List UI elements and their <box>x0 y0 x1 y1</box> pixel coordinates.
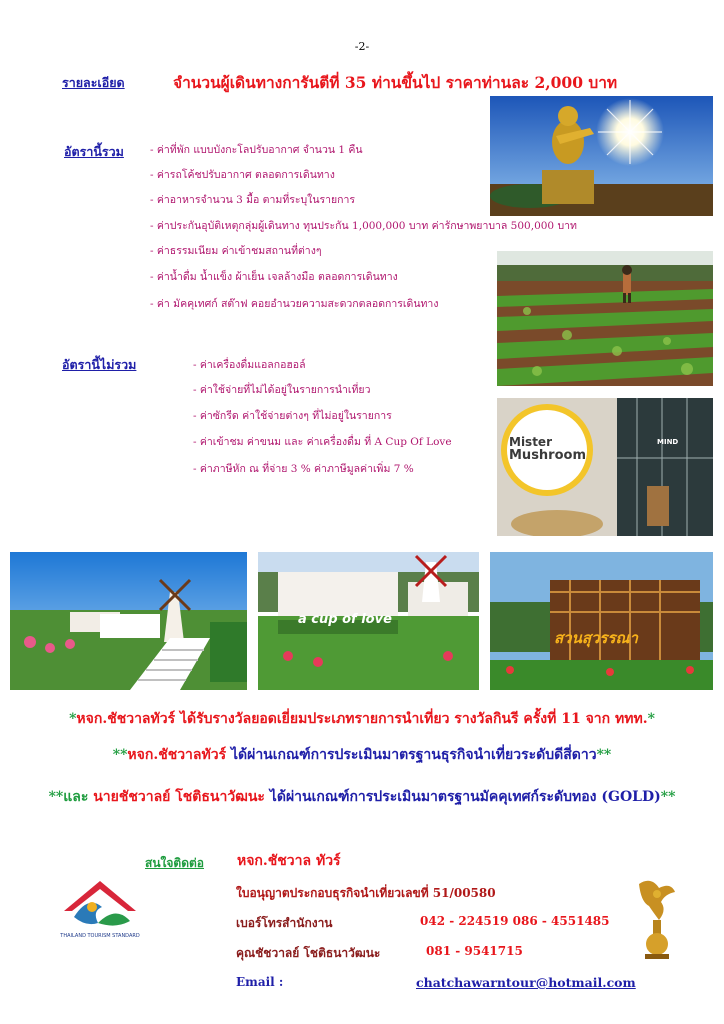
details-label: รายละเอียด <box>62 75 125 90</box>
excluded-item: - ค่าภาษีหัก ณ ที่จ่าย 3 % ค่าภาษีมูลค่าเพิ่ม 7 % <box>193 463 414 475</box>
award-asterisk: * <box>647 711 655 727</box>
included-item: - ค่าที่พัก แบบบังกะโลปรับอากาศ จำนวน 1 คืน <box>150 144 363 156</box>
office-phone-label: เบอร์โทรสำนักงาน <box>236 916 333 930</box>
cafe-sign: สวนสุวรรณา <box>554 629 638 647</box>
email-label: Email : <box>236 975 284 989</box>
award-company: หจก.ชัชวาลทัวร์ <box>127 747 227 763</box>
award-text: ได้ผ่านเกณฑ์การประเมินมาตรฐานมัคคุเทศก์ระดับทอง (GOLD) <box>264 789 661 805</box>
excluded-item: - ค่าใช้จ่ายที่ไม่ได้อยู่ในรายการนำเที่ยว <box>193 384 371 396</box>
award-line-3 <box>0 786 724 808</box>
award-line-1 <box>0 708 724 730</box>
excluded-item: - ค่าเครื่องดื่มแอลกอฮอล์ <box>193 359 306 371</box>
excluded-item: - ค่าเข้าชม ค่าขนม และ ค่าเครื่องดื่ม ที่ A Cup Of Love <box>193 436 452 448</box>
photo-cup-of-love <box>258 552 479 690</box>
mushroom-sign-line1: Mister <box>509 435 552 449</box>
award-company: หจก.ชัชวาลทัวร์ <box>76 711 176 727</box>
award-asterisk: * <box>69 711 77 727</box>
photo-mister-mushroom <box>497 398 713 536</box>
cup-of-love-sign: a cup of love <box>298 612 392 627</box>
award-asterisk: **และ <box>48 789 94 805</box>
award-text: ได้รับรางวัลยอดเยี่ยมประเภทรายการนำเที่ยว รางวัลกินรี ครั้งที่ 11 จาก ททท. <box>175 711 648 727</box>
included-item: - ค่าน้ำดื่ม น้ำแข็ง ผ้าเย็น เจลล้างมือ ตลอดการเดินทาง <box>150 271 398 283</box>
award-line-2 <box>0 744 724 766</box>
kinnaree-award-icon <box>631 876 681 960</box>
photo-golden-statue <box>490 96 713 216</box>
office-phone: 042 - 224519 086 - 4551485 <box>420 914 610 928</box>
contact-license: ใบอนุญาตประกอบธุรกิจนำเที่ยวเลขที่ 51/00580 <box>236 886 496 900</box>
excluded-label: อัตรานี้ไม่รวม <box>62 357 137 372</box>
photo-farm-field <box>497 251 713 386</box>
award-text: ได้ผ่านเกณฑ์การประเมินมาตรฐานธุรกิจนำเที่ยวระดับดีสี่ดาว <box>226 747 597 763</box>
tourism-standard-logo <box>58 877 142 947</box>
included-item: - ค่า มัคคุเทศก์ สต๊าฟ คอยอำนวยความสะดวกตลอดการเดินทาง <box>150 298 439 310</box>
photo-windmill-stairs <box>10 552 247 690</box>
person-phone: 081 - 9541715 <box>426 944 523 958</box>
award-asterisk: ** <box>112 747 128 763</box>
mushroom-sign-line2: Mushroom <box>509 448 587 463</box>
included-item: - ค่าอาหารจำนวน 3 มื้อ ตามที่ระบุในรายการ <box>150 194 356 206</box>
contact-company: หจก.ชัชวาล ทัวร์ <box>237 853 341 869</box>
email-link[interactable]: chatchawarntour@hotmail.com <box>416 975 636 990</box>
photo-cafe-building <box>490 552 713 690</box>
included-item: - ค่าประกันอุบัติเหตุกลุ่มผู้เดินทาง ทุนประกัน 1,000,000 บาท ค่ารักษาพยาบาล 500,000 บาท <box>150 220 577 232</box>
award-person: นายชัชวาลย์ โชติธนาวัฒนะ <box>93 789 265 805</box>
included-item: - ค่ารถโค้ชปรับอากาศ ตลอดการเดินทาง <box>150 169 335 181</box>
person-label: คุณชัชวาลย์ โชติธนาวัฒนะ <box>236 946 381 960</box>
page-number: -2- <box>354 40 370 53</box>
logo-text: THAILAND TOURISM STANDARD <box>60 933 140 939</box>
award-asterisk: ** <box>596 747 612 763</box>
excluded-item: - ค่าซักรีด ค่าใช้จ่ายต่างๆ ที่ไม่อยู่ในรายการ <box>193 410 392 422</box>
details-headline: จำนวนผู้เดินทางการันตีที่ 35 ท่านขึ้นไป ราคาท่านละ 2,000 บาท <box>173 73 618 92</box>
award-asterisk: ** <box>660 789 676 805</box>
mind-sign: MIND <box>657 438 679 446</box>
included-item: - ค่าธรรมเนียม ค่าเข้าชมสถานที่ต่างๆ <box>150 245 322 257</box>
included-label: อัตรานี้รวม <box>64 144 124 159</box>
contact-label: สนใจติดต่อ <box>145 856 205 870</box>
